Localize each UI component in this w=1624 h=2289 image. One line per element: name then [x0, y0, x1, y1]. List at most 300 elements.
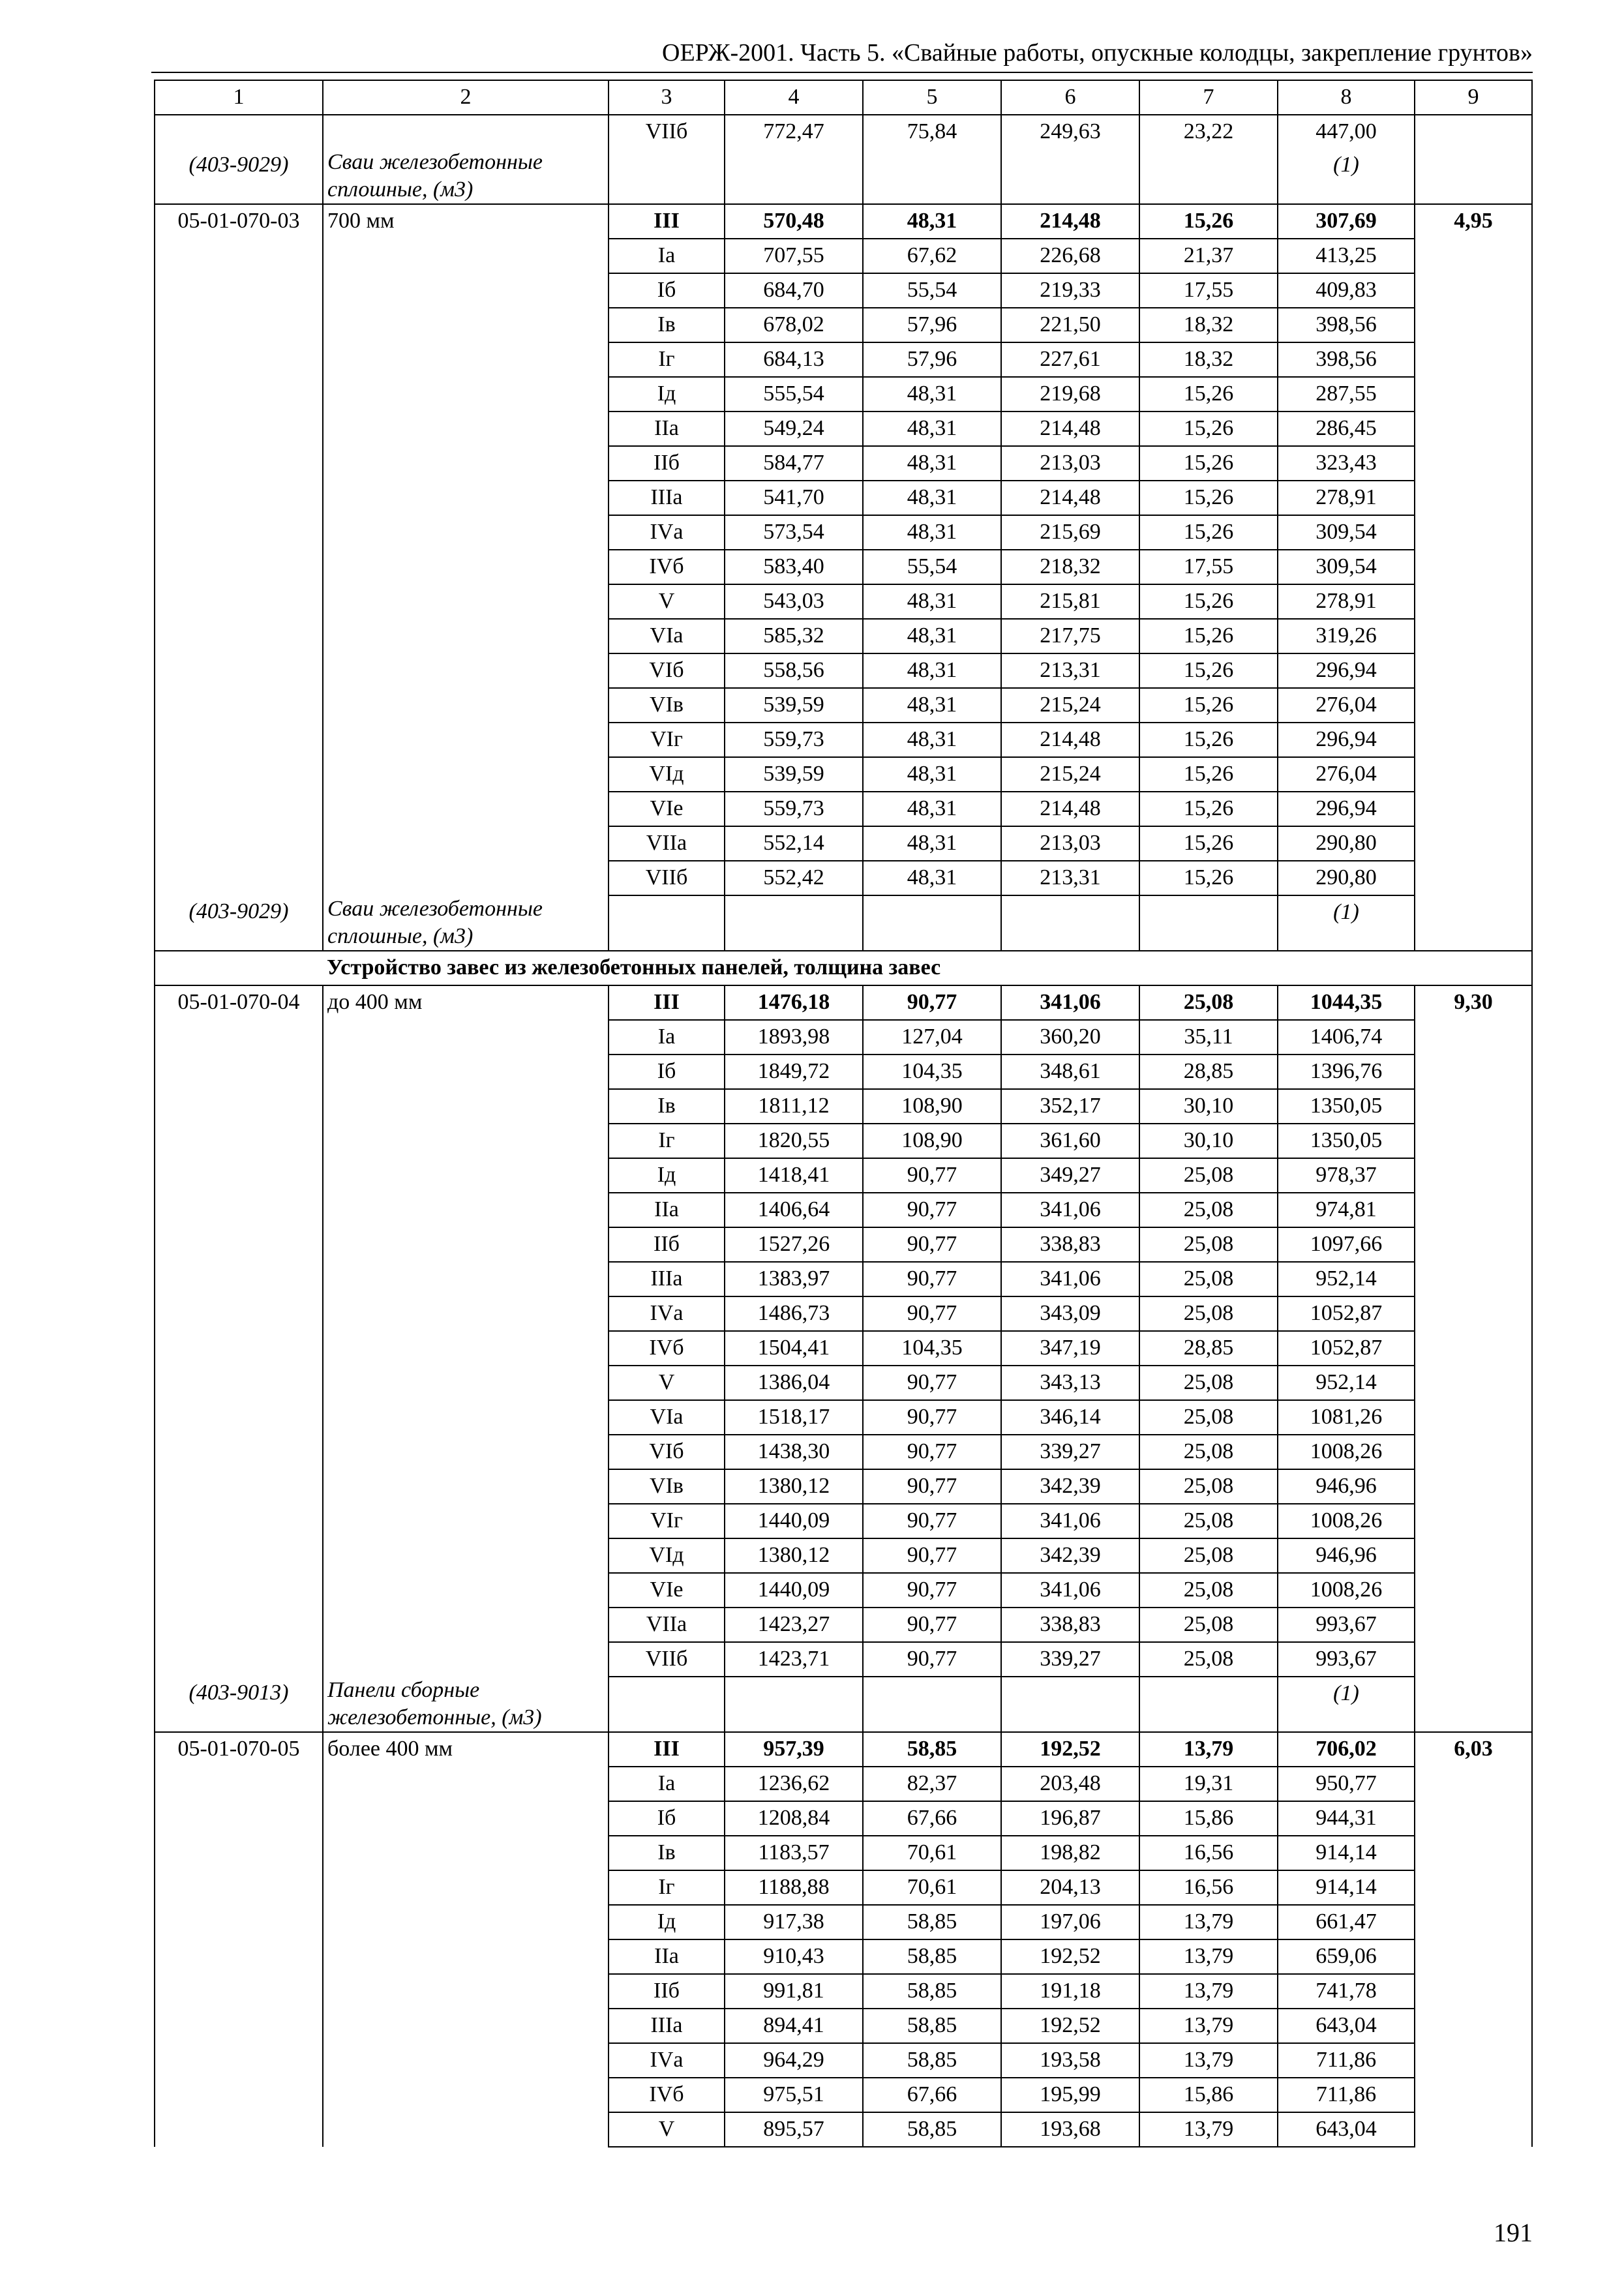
column-number: 5 — [863, 80, 1001, 115]
empty-cell — [1415, 1677, 1532, 1732]
col9-cell — [1415, 653, 1532, 688]
table-row — [155, 2043, 1532, 2078]
empty-cell — [1139, 1677, 1278, 1732]
col9-cell: 9,30 — [1415, 985, 1532, 1020]
value-cell: 286,45 — [1278, 411, 1415, 446]
col9-cell — [1415, 861, 1532, 895]
table-row — [155, 1836, 1532, 1870]
value-cell: 48,31 — [863, 619, 1001, 653]
value-cell: 57,96 — [863, 342, 1001, 377]
value-cell: 541,70 — [725, 481, 863, 515]
value-cell: 48,31 — [863, 653, 1001, 688]
zone-cell: IVб — [609, 550, 725, 584]
section-left — [155, 951, 323, 985]
col9-cell — [1415, 342, 1532, 377]
value-cell: 90,77 — [863, 1608, 1001, 1642]
value-cell: 214,48 — [1001, 481, 1139, 515]
value-cell: 28,85 — [1139, 1331, 1278, 1366]
value-cell: 25,08 — [1139, 1642, 1278, 1677]
value-cell: 17,55 — [1139, 273, 1278, 308]
resource-name: Сваи железобетонные сплошные, (м3) — [323, 895, 609, 951]
value-cell: 48,31 — [863, 792, 1001, 826]
empty-cell — [725, 895, 863, 951]
value-cell: 348,61 — [1001, 1055, 1139, 1089]
value-cell: 346,14 — [1001, 1400, 1139, 1435]
value-cell: 1504,41 — [725, 1331, 863, 1366]
value-cell: 90,77 — [863, 1158, 1001, 1193]
value-cell: 338,83 — [1001, 1227, 1139, 1262]
value-cell: 193,68 — [1001, 2112, 1139, 2147]
value-cell: 90,77 — [863, 1262, 1001, 1296]
value-cell: 290,80 — [1278, 861, 1415, 895]
column-number: 1 — [155, 80, 323, 115]
value-cell: 684,70 — [725, 273, 863, 308]
value-cell: 287,55 — [1278, 377, 1415, 411]
value-cell: 25,08 — [1139, 1193, 1278, 1227]
code-cell — [155, 757, 323, 792]
empty-cell — [1415, 895, 1532, 951]
name-cell — [323, 2112, 609, 2147]
value-cell: 772,47 — [725, 115, 863, 149]
running-header: ОЕРЖ-2001. Часть 5. «Свайные работы, опускные колодцы, закрепление грунтов» — [662, 39, 1533, 67]
value-cell: 192,52 — [1001, 1732, 1139, 1767]
col9-cell — [1415, 1227, 1532, 1262]
value-cell: 661,47 — [1278, 1905, 1415, 1939]
zone-cell: VIIа — [609, 1608, 725, 1642]
value-cell: 90,77 — [863, 1504, 1001, 1538]
code-cell — [155, 481, 323, 515]
table-row — [155, 2078, 1532, 2112]
code-cell — [155, 1331, 323, 1366]
code-cell — [155, 2043, 323, 2078]
value-cell: 215,24 — [1001, 757, 1139, 792]
value-cell: 214,48 — [1001, 792, 1139, 826]
value-cell: 70,61 — [863, 1836, 1001, 1870]
code-cell — [155, 1227, 323, 1262]
code-cell — [155, 1905, 323, 1939]
zone-cell: Iг — [609, 1124, 725, 1158]
name-cell — [323, 688, 609, 723]
value-cell: 58,85 — [863, 2043, 1001, 2078]
value-cell: 193,58 — [1001, 2043, 1139, 2078]
value-cell: 964,29 — [725, 2043, 863, 2078]
name-cell — [323, 1767, 609, 1801]
table-row — [155, 688, 1532, 723]
value-cell: 993,67 — [1278, 1642, 1415, 1677]
value-cell: 25,08 — [1139, 1504, 1278, 1538]
column-number: 9 — [1415, 80, 1532, 115]
name-cell — [323, 1469, 609, 1504]
value-cell: 90,77 — [863, 1400, 1001, 1435]
code-cell — [155, 239, 323, 273]
value-cell: 914,14 — [1278, 1836, 1415, 1870]
value-cell: 21,37 — [1139, 239, 1278, 273]
value-cell: 1380,12 — [725, 1469, 863, 1504]
value-cell: 952,14 — [1278, 1262, 1415, 1296]
name-cell — [323, 515, 609, 550]
value-cell: 342,39 — [1001, 1469, 1139, 1504]
column-number: 6 — [1001, 80, 1139, 115]
value-cell: 203,48 — [1001, 1767, 1139, 1801]
value-cell: 90,77 — [863, 1573, 1001, 1608]
zone-cell: IIа — [609, 1939, 725, 1974]
zone-cell: VIг — [609, 723, 725, 757]
empty-cell — [609, 895, 725, 951]
table-row — [155, 792, 1532, 826]
col9-cell — [1415, 1642, 1532, 1677]
col9-cell — [1415, 1836, 1532, 1870]
name-cell: до 400 мм — [323, 985, 609, 1020]
value-cell: 307,69 — [1278, 204, 1415, 239]
name-cell — [323, 1124, 609, 1158]
empty-cell — [1001, 1677, 1139, 1732]
value-cell: 946,96 — [1278, 1469, 1415, 1504]
value-cell: 1423,27 — [725, 1608, 863, 1642]
value-cell: 347,19 — [1001, 1331, 1139, 1366]
zone-cell: Iг — [609, 1870, 725, 1905]
zone-cell: IIIа — [609, 2009, 725, 2043]
value-cell: 1208,84 — [725, 1801, 863, 1836]
value-cell: 711,86 — [1278, 2078, 1415, 2112]
value-cell: 974,81 — [1278, 1193, 1415, 1227]
table-row — [155, 826, 1532, 861]
table-row — [155, 1055, 1532, 1089]
value-cell: 1820,55 — [725, 1124, 863, 1158]
name-cell — [323, 239, 609, 273]
value-cell: 15,86 — [1139, 2078, 1278, 2112]
empty-cell — [1415, 149, 1532, 204]
name-cell — [323, 308, 609, 342]
code-cell — [155, 1055, 323, 1089]
value-cell: 67,62 — [863, 239, 1001, 273]
table-row — [155, 1158, 1532, 1193]
zone-cell: Iд — [609, 377, 725, 411]
name-cell — [323, 1400, 609, 1435]
col9-cell — [1415, 1504, 1532, 1538]
value-cell: 196,87 — [1001, 1801, 1139, 1836]
table-row — [155, 1331, 1532, 1366]
value-cell: 643,04 — [1278, 2009, 1415, 2043]
value-cell: 90,77 — [863, 1193, 1001, 1227]
code-cell — [155, 1400, 323, 1435]
value-cell: 1183,57 — [725, 1836, 863, 1870]
name-cell — [323, 1608, 609, 1642]
name-cell — [323, 861, 609, 895]
value-cell: 1406,64 — [725, 1193, 863, 1227]
table-row — [155, 342, 1532, 377]
value-cell: 58,85 — [863, 2112, 1001, 2147]
value-cell: 226,68 — [1001, 239, 1139, 273]
empty-cell — [863, 149, 1001, 204]
zone-cell: IVа — [609, 515, 725, 550]
value-cell: 1097,66 — [1278, 1227, 1415, 1262]
value-cell: 219,33 — [1001, 273, 1139, 308]
zone-cell: VIб — [609, 1435, 725, 1469]
zone-cell: V — [609, 2112, 725, 2147]
empty-cell — [863, 1677, 1001, 1732]
value-cell: 217,75 — [1001, 619, 1139, 653]
value-cell: 213,03 — [1001, 446, 1139, 481]
value-cell: 35,11 — [1139, 1020, 1278, 1055]
empty-cell — [609, 149, 725, 204]
zone-cell: VIIб — [609, 115, 725, 149]
name-cell — [323, 1939, 609, 1974]
section-row — [155, 951, 1532, 985]
value-cell: 30,10 — [1139, 1124, 1278, 1158]
value-cell: 16,56 — [1139, 1836, 1278, 1870]
col9-cell — [1415, 1801, 1532, 1836]
value-cell: 58,85 — [863, 1974, 1001, 2009]
value-cell: 1052,87 — [1278, 1296, 1415, 1331]
name-cell — [323, 1055, 609, 1089]
value-cell: 1518,17 — [725, 1400, 863, 1435]
value-cell: 48,31 — [863, 757, 1001, 792]
table-row — [155, 1801, 1532, 1836]
empty-cell — [863, 895, 1001, 951]
value-cell: 127,04 — [863, 1020, 1001, 1055]
value-cell: 213,03 — [1001, 826, 1139, 861]
value-cell: 447,00 — [1278, 115, 1415, 149]
value-cell: 214,48 — [1001, 411, 1139, 446]
empty-cell — [1001, 895, 1139, 951]
col9-cell — [1415, 1020, 1532, 1055]
value-cell: 278,91 — [1278, 481, 1415, 515]
table-body — [155, 80, 1532, 2147]
table-row — [155, 619, 1532, 653]
name-cell — [323, 2078, 609, 2112]
value-cell: 543,03 — [725, 584, 863, 619]
table-row — [155, 2009, 1532, 2043]
col9-cell — [1415, 1538, 1532, 1573]
value-cell: 1527,26 — [725, 1227, 863, 1262]
header-rule — [151, 72, 1533, 73]
zone-cell: Iд — [609, 1905, 725, 1939]
table-row — [155, 308, 1532, 342]
value-cell: 48,31 — [863, 826, 1001, 861]
value-cell: 1423,71 — [725, 1642, 863, 1677]
code-cell — [155, 1801, 323, 1836]
value-cell: 944,31 — [1278, 1801, 1415, 1836]
code-cell — [155, 688, 323, 723]
col9-cell — [1415, 308, 1532, 342]
zone-cell: V — [609, 1366, 725, 1400]
resource-code: (403-9029) — [155, 895, 323, 951]
value-cell: 249,63 — [1001, 115, 1139, 149]
value-cell: 917,38 — [725, 1905, 863, 1939]
value-cell: 559,73 — [725, 723, 863, 757]
code-cell — [155, 584, 323, 619]
value-cell: 18,32 — [1139, 342, 1278, 377]
value-cell: 539,59 — [725, 757, 863, 792]
zone-cell: IIIа — [609, 481, 725, 515]
resource-qty: (1) — [1278, 1677, 1415, 1732]
value-cell: 1350,05 — [1278, 1124, 1415, 1158]
value-cell: 90,77 — [863, 1642, 1001, 1677]
name-cell — [323, 2043, 609, 2078]
empty-cell — [1001, 149, 1139, 204]
zone-cell: Iб — [609, 273, 725, 308]
code-cell — [155, 792, 323, 826]
table-row — [155, 377, 1532, 411]
value-cell: 339,27 — [1001, 1435, 1139, 1469]
col9-cell — [1415, 792, 1532, 826]
name-cell — [323, 1974, 609, 2009]
value-cell: 1236,62 — [725, 1767, 863, 1801]
zone-cell: IIа — [609, 411, 725, 446]
value-cell: 343,09 — [1001, 1296, 1139, 1331]
value-cell: 214,48 — [1001, 723, 1139, 757]
zone-cell: IVб — [609, 2078, 725, 2112]
value-cell: 1440,09 — [725, 1504, 863, 1538]
col9-cell — [1415, 550, 1532, 584]
value-cell: 707,55 — [725, 239, 863, 273]
code-cell: 05-01-070-03 — [155, 204, 323, 239]
value-cell: 108,90 — [863, 1124, 1001, 1158]
name-cell — [323, 342, 609, 377]
table-row — [155, 2112, 1532, 2147]
value-cell: 1350,05 — [1278, 1089, 1415, 1124]
name-cell — [323, 619, 609, 653]
zone-cell: VIIб — [609, 861, 725, 895]
resource-code: (403-9013) — [155, 1677, 323, 1732]
value-cell: 319,26 — [1278, 619, 1415, 653]
value-cell: 1008,26 — [1278, 1435, 1415, 1469]
value-cell: 659,06 — [1278, 1939, 1415, 1974]
value-cell: 1386,04 — [725, 1366, 863, 1400]
value-cell: 67,66 — [863, 2078, 1001, 2112]
table-row — [155, 1504, 1532, 1538]
zone-cell: VIд — [609, 1538, 725, 1573]
resource-qty: (1) — [1278, 149, 1415, 204]
price-table — [154, 80, 1533, 2147]
zone-cell: Iв — [609, 308, 725, 342]
code-cell: 05-01-070-05 — [155, 1732, 323, 1767]
empty-cell — [1139, 149, 1278, 204]
value-cell: 108,90 — [863, 1089, 1001, 1124]
section-title: Устройство завес из железобетонных панелей, толщина завес — [323, 951, 1532, 985]
zone-cell: III — [609, 204, 725, 239]
column-number: 4 — [725, 80, 863, 115]
table-row — [155, 985, 1532, 1020]
column-number-row — [155, 80, 1532, 115]
col9-cell — [1415, 515, 1532, 550]
value-cell: 1893,98 — [725, 1020, 863, 1055]
name-cell: 700 мм — [323, 204, 609, 239]
table-row — [155, 1767, 1532, 1801]
value-cell: 15,26 — [1139, 377, 1278, 411]
value-cell: 82,37 — [863, 1767, 1001, 1801]
zone-cell: IIб — [609, 1227, 725, 1262]
value-cell: 352,17 — [1001, 1089, 1139, 1124]
value-cell: 48,31 — [863, 377, 1001, 411]
value-cell: 15,26 — [1139, 861, 1278, 895]
name-cell — [323, 1642, 609, 1677]
col9-cell — [1415, 377, 1532, 411]
value-cell: 48,31 — [863, 688, 1001, 723]
zone-cell: VIIа — [609, 826, 725, 861]
code-cell — [155, 308, 323, 342]
value-cell: 13,79 — [1139, 1905, 1278, 1939]
zone-cell: IVб — [609, 1331, 725, 1366]
code-cell — [155, 446, 323, 481]
zone-cell: VIг — [609, 1504, 725, 1538]
table-row — [155, 757, 1532, 792]
value-cell: 13,79 — [1139, 1939, 1278, 1974]
value-cell: 221,50 — [1001, 308, 1139, 342]
table-row — [155, 1642, 1532, 1677]
value-cell: 192,52 — [1001, 1939, 1139, 1974]
zone-cell: Iг — [609, 342, 725, 377]
code-cell — [155, 1124, 323, 1158]
value-cell: 993,67 — [1278, 1608, 1415, 1642]
code-cell — [155, 1974, 323, 2009]
value-cell: 55,54 — [863, 273, 1001, 308]
value-cell: 13,79 — [1139, 2009, 1278, 2043]
value-cell: 25,08 — [1139, 1608, 1278, 1642]
value-cell: 946,96 — [1278, 1538, 1415, 1573]
zone-cell: V — [609, 584, 725, 619]
code-cell — [155, 1366, 323, 1400]
table-row — [155, 723, 1532, 757]
code-cell — [155, 1158, 323, 1193]
table-row — [155, 550, 1532, 584]
empty-cell — [609, 1677, 725, 1732]
col9-cell — [1415, 481, 1532, 515]
col9-cell — [1415, 1870, 1532, 1905]
value-cell: 16,56 — [1139, 1870, 1278, 1905]
code-cell — [155, 619, 323, 653]
value-cell: 48,31 — [863, 481, 1001, 515]
value-cell: 227,61 — [1001, 342, 1139, 377]
name-cell — [323, 1435, 609, 1469]
table-row — [155, 1089, 1532, 1124]
value-cell: 290,80 — [1278, 826, 1415, 861]
value-cell: 48,31 — [863, 515, 1001, 550]
value-cell: 585,32 — [725, 619, 863, 653]
resource-qty: (1) — [1278, 895, 1415, 951]
table-row — [155, 1020, 1532, 1055]
zone-cell: VIIб — [609, 1642, 725, 1677]
value-cell: 48,31 — [863, 584, 1001, 619]
col9-cell — [1415, 1124, 1532, 1158]
value-cell: 104,35 — [863, 1055, 1001, 1089]
value-cell: 341,06 — [1001, 1262, 1139, 1296]
table-row — [155, 204, 1532, 239]
table-row — [155, 239, 1532, 273]
value-cell: 559,73 — [725, 792, 863, 826]
code-cell — [155, 1469, 323, 1504]
table-row — [155, 1573, 1532, 1608]
value-cell: 57,96 — [863, 308, 1001, 342]
code-cell — [155, 1262, 323, 1296]
value-cell: 25,08 — [1139, 1296, 1278, 1331]
name-cell — [323, 1227, 609, 1262]
value-cell: 213,31 — [1001, 861, 1139, 895]
col9-cell — [1415, 1767, 1532, 1801]
value-cell: 276,04 — [1278, 757, 1415, 792]
value-cell: 741,78 — [1278, 1974, 1415, 2009]
value-cell: 13,79 — [1139, 2112, 1278, 2147]
zone-cell: Iа — [609, 1767, 725, 1801]
value-cell: 706,02 — [1278, 1732, 1415, 1767]
value-cell: 1418,41 — [725, 1158, 863, 1193]
table-row — [155, 584, 1532, 619]
value-cell: 978,37 — [1278, 1158, 1415, 1193]
code-cell — [155, 1193, 323, 1227]
value-cell: 361,60 — [1001, 1124, 1139, 1158]
col9-cell — [1415, 1974, 1532, 2009]
value-cell: 192,52 — [1001, 2009, 1139, 2043]
